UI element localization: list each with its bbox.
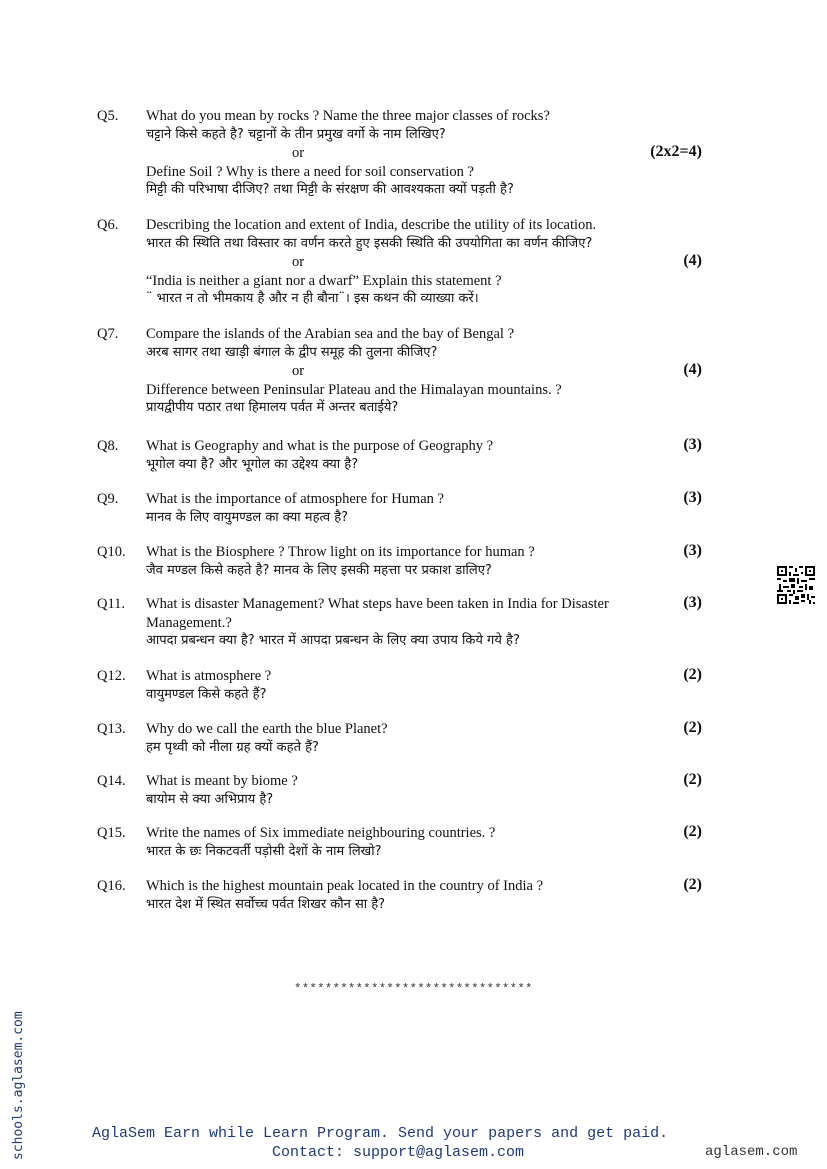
question-block: [97, 325, 737, 418]
question-block: [97, 216, 737, 309]
question-number: Q10.: [97, 544, 126, 560]
question-number: Q15.: [97, 825, 126, 841]
marks-label: (3): [683, 436, 702, 453]
question-body: [146, 824, 737, 861]
question-text-english: What do you mean by rocks ? Name the three major classes of rocks?: [146, 108, 550, 124]
or-separator: or: [292, 254, 305, 270]
question-body: [146, 877, 737, 914]
question-text-english: Which is the highest mountain peak located in the country of India ?: [146, 878, 544, 894]
marks-label: (2): [683, 771, 702, 788]
question-text-english: Why do we call the earth the blue Planet?: [146, 721, 388, 737]
question-number: Q16.: [97, 878, 126, 894]
question-text-hindi: भारत की स्थिति तथा विस्तार का वर्णन करते हुए इसकी स्थिति की उपयोगिता का वर्णन कीजिए?: [146, 235, 593, 251]
question-text-hindi: मानव के लिए वायुमण्डल का क्या महत्व है?: [146, 509, 349, 525]
question-number: Q7.: [97, 326, 119, 342]
question-block: [97, 667, 737, 704]
side-watermark-url: schools.aglasem.com: [11, 1011, 26, 1160]
or-separator: or: [292, 363, 305, 379]
question-text-english: “India is neither a giant nor a dwarf” Explain this statement ?: [146, 272, 502, 289]
marks-label: (2): [683, 823, 702, 840]
marks-label: (4): [683, 361, 702, 378]
marks-label: (2): [683, 876, 702, 893]
question-number: Q9.: [97, 491, 119, 507]
question-text-english: Difference between Peninsular Plateau and the Himalayan mountains. ?: [146, 381, 562, 398]
question-text-hindi: भारत देश में स्थित सर्वोच्च पर्वत शिखर कौन सा है?: [146, 896, 386, 912]
question-text-hindi: हम पृथ्वी को नीला ग्रह क्यों कहते हैं?: [146, 739, 319, 755]
question-body: [146, 595, 737, 651]
question-body: [146, 667, 737, 704]
question-block: [97, 877, 737, 914]
question-text-english: What is the Biosphere ? Throw light on its importance for human ?: [146, 544, 535, 560]
question-text-hindi: ¨ भारत न तो भीमकाय है और न ही बौना¨। इस कथन की व्याख्या करें।: [146, 291, 479, 306]
question-text-hindi: बायोम से क्या अभिप्राय है?: [146, 791, 274, 807]
question-block: [97, 107, 737, 200]
end-separator: *******************************: [294, 982, 533, 996]
question-body: [146, 543, 737, 580]
question-body: [146, 325, 737, 418]
question-number: Q6.: [97, 217, 119, 233]
question-body: [146, 107, 737, 200]
contact-line: Contact: support@aglasem.com: [272, 1144, 525, 1161]
question-text-hindi: वायुमण्डल किसे कहते हैं?: [146, 686, 267, 702]
question-body: [146, 490, 737, 527]
question-text-english: What is Geography and what is the purpose of Geography ?: [146, 438, 494, 454]
question-text-hindi: भूगोल क्या है? और भूगोल का उद्देश्य क्या है?: [146, 456, 359, 472]
qr-code-icon: [777, 566, 815, 604]
question-block: [97, 595, 737, 651]
marks-label: (3): [683, 594, 702, 611]
question-text-english: Compare the islands of the Arabian sea and the bay of Bengal ?: [146, 326, 515, 342]
question-body: [146, 772, 737, 809]
question-number: Q11.: [97, 596, 126, 612]
question-block: [97, 720, 737, 757]
or-separator: or: [292, 145, 305, 161]
question-block: [97, 490, 737, 527]
question-text-hindi: आपदा प्रबन्धन क्या है? भारत में आपदा प्रबन्धन के लिए क्या उपाय किये गये है?: [146, 633, 520, 648]
question-text-english: What is disaster Management? What steps have been taken in India for Disaster: [146, 596, 609, 612]
question-text-hindi: प्रायद्वीपीय पठार तथा हिमालय पर्वत में अन्तर बताईये?: [146, 400, 399, 415]
question-body: [146, 437, 737, 474]
marks-label: (2): [683, 719, 702, 736]
brand-link: aglasem.com: [705, 1144, 798, 1160]
question-text-english: Write the names of Six immediate neighbouring countries. ?: [146, 825, 496, 841]
question-block: [97, 772, 737, 809]
marks-label: (2): [683, 666, 702, 683]
question-text-english: What is atmosphere ?: [146, 668, 272, 684]
question-text-english: Management.?: [146, 614, 232, 631]
question-body: [146, 216, 737, 309]
question-text-english: What is the importance of atmosphere for Human ?: [146, 491, 444, 507]
marks-label: (4): [683, 252, 702, 269]
question-block: [97, 824, 737, 861]
question-text-english: Describing the location and extent of India, describe the utility of its location.: [146, 217, 597, 233]
question-text-hindi: जैव मण्डल किसे कहते है? मानव के लिए इसकी महत्ता पर प्रकाश डालिए?: [146, 562, 492, 578]
question-text-hindi: मिट्टी की परिभाषा दीजिए? तथा मिट्टी के संरक्षण की आवश्यकता क्यों पड़ती है?: [146, 182, 514, 197]
question-number: Q5.: [97, 108, 119, 124]
question-text-hindi: भारत के छः निकटवर्ती पड़ोसी देशों के नाम लिखो?: [146, 843, 382, 859]
question-text-english: What is meant by biome ?: [146, 773, 298, 789]
marks-label: (2x2=4): [650, 143, 702, 160]
promo-line: AglaSem Earn while Learn Program. Send your papers and get paid.: [92, 1125, 669, 1142]
marks-label: (3): [683, 489, 702, 506]
question-text-hindi: अरब सागर तथा खाड़ी बंगाल के द्वीप समूह की तुलना कीजिए?: [146, 344, 438, 360]
question-block: [97, 543, 737, 580]
question-body: [146, 720, 737, 757]
question-block: [97, 437, 737, 474]
question-number: Q13.: [97, 721, 126, 737]
question-number: Q14.: [97, 773, 126, 789]
marks-label: (3): [683, 542, 702, 559]
question-text-hindi: चट्टाने किसे कहते है? चट्टानों के तीन प्रमुख वर्गो के नाम लिखिए?: [146, 126, 446, 142]
question-text-english: Define Soil ? Why is there a need for soil conservation ?: [146, 163, 474, 180]
question-number: Q12.: [97, 668, 126, 684]
question-number: Q8.: [97, 438, 119, 454]
